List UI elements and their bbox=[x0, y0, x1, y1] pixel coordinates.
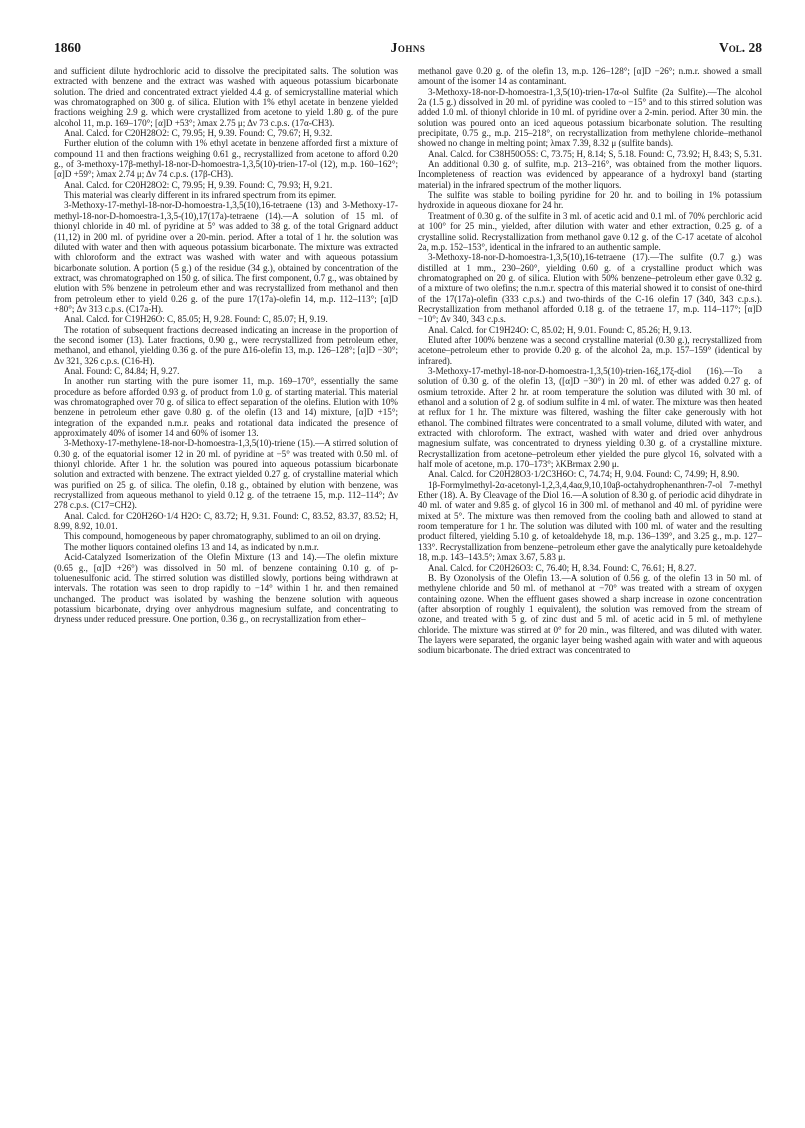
paragraph: The sulfite was stable to boiling pyridine for 20 hr. and to boiling in 1% potassium hydroxide in aqueous dioxane for 24 hr. bbox=[418, 190, 762, 211]
paragraph: Acid-Catalyzed Isomerization of the Olefin Mixture (13 and 14).—The olefin mixture (0.65 g., [α]D +26°) was dissolved in 50 ml. of benzene containing 0.10 g. of p-toluenesulfonic acid. The stirred solution was distilled slowly, portions being withdrawn at intervals. The rotation was seen to drop rapidly to −14° within 1 hr. and then remained unchanged. The product was isolated by washing the benzene solution with aqueous potassium bicarbonate, drying over anhydrous magnesium sulfate, and concentrating to dryness under reduced pressure. One portion, 0.36 g., on recrystallization from ether– bbox=[54, 552, 398, 625]
running-title: Johns bbox=[390, 40, 426, 55]
paragraph: 3-Methoxy-18-nor-D-homoestra-1,3,5(10)-trien-17α-ol Sulfite (2a Sulfite).—The alcohol 2a (1.5 g.) dissolved in 20 ml. of pyridine was cooled to −15° and to this stirred solution was added 1.0 ml. of thionyl chloride in 10 ml. of pyridine over a 2-min. period. After 30 min. the solution was poured onto an iced aqueous potassium bicarbonate solution. The resulting precipitate, 0.75 g., m.p. 215–218°, on recrystallization from methylene chloride–methanol showed no change in melting point; λmax 7.39, 8.32 μ (sulfite bands). bbox=[418, 86, 762, 149]
paragraph: Eluted after 100% benzene was a second crystalline material (0.30 g.), recrystallized from acetone–petroleum ether to provide 0.20 g. of the alcohol 2a, m.p. 157–159° (identical by infrared). bbox=[418, 334, 762, 366]
paragraph: Anal. Calcd. for C20H28O2: C, 79.95; H, 9.39. Found: C, 79.93; H, 9.21. bbox=[64, 179, 333, 190]
paragraph: Further elution of the column with 1% ethyl acetate in benzene afforded first a mixture of compound 11 and then fractions weighing 0.61 g., recrystallized from acetone to afford 0.20 g., of 3-methoxy-17β-methyl-18-nor-D-homoestra-1,3,5(10)-trien-17-ol (12), m.p. 160–162°; [α]D +59°; λmax 2.74 μ; Δν 74 c.p.s. (17β-CH3). bbox=[54, 138, 398, 180]
paragraph: Treatment of 0.30 g. of the sulfite in 3 ml. of acetic acid and 0.1 ml. of 70% perchloric acid at 100° for 25 min., yielded, after dilution with water and ether extraction, 0.25 g. of a crystalline solid. Recrystallization from methanol gave 0.12 g. of the C-17 acetate of alcohol 2a, m.p. 152–153°, identical in the infrared to an authentic sample. bbox=[418, 210, 762, 252]
left-column bbox=[54, 66, 398, 1118]
paragraph: This material was clearly different in its infrared spectrum from its epimer. bbox=[64, 190, 337, 201]
page-number: 1860 bbox=[54, 40, 81, 55]
paragraph: An additional 0.30 g. of sulfite, m.p. 213–216°, was obtained from the mother liquors. Incompleteness of reaction was evidenced by appearance of a hydroxyl band (starting material) in the infrared spectrum of the mother liquors. bbox=[418, 159, 762, 190]
paragraph: Anal. Calcd. for C20H26O·1/4 H2O: C, 83.72; H, 9.31. Found: C, 83.52, 83.37, 83.52; H, 8.99, 8.92, 10.01. bbox=[54, 510, 398, 532]
right-column bbox=[418, 66, 762, 1118]
paragraph: B. By Ozonolysis of the Olefin 13.—A solution of 0.56 g. of the olefin 13 in 50 ml. of methylene chloride and 50 ml. of methanol at −70° was treated with a stream of oxygen containing ozone. When the effluent gases showed a sharp increase in ozone concentration (after absorption of roughly 1 equivalent), the solution was removed from the stream of ozone, and treated with 5 g. of zinc dust and 5 ml. of acetic acid in 5 ml. of methylene chloride. The mixture was stirred at 0° for 20 min., was filtered, and was diluted with water. The layers were separated, the organic layer being washed again with water and with aqueous sodium bicarbonate. The dried extract was concentrated to bbox=[418, 572, 762, 656]
paragraph: Anal. Calcd. for C19H24O: C, 85.02; H, 9.01. Found: C, 85.26; H, 9.13. bbox=[428, 324, 692, 335]
paragraph: 1β-Formylmethyl-2α-acetonyl-1,2,3,4,4aα,9,10,10aβ-octahydrophenanthren-7-ol 7-methyl Ether (18). A. By Cleavage of the Diol 16.—A solution of 8.30 g. of periodic acid dihydrate in 40 ml. of water and 9.85 g. of glycol 16 in 300 ml. of methanol and 40 ml. of pyridine were mixed at 5°. The mixture was then removed from the cooling bath and allowed to stand at room temperature for 1 hr. The solution was diluted with 100 ml. of water and the resulting product filtered, yielding 5.10 g. of ketoaldehyde 18, m.p. 136–139°, and 3.25 g., m.p. 127–133°. Recrystallization from benzene–petroleum ether gave the analytically pure ketoaldehyde 18, m.p. 143–143.5°; λmax 3.67, 5.83 μ. bbox=[418, 479, 762, 563]
paragraph: methanol gave 0.20 g. of the olefin 13, m.p. 126–128°; [α]D −26°; n.m.r. showed a small amount of the isomer 14 as contaminant. bbox=[418, 66, 762, 87]
paragraph: Anal. Calcd. for C19H26O: C, 85.05; H, 9.28. Found: C, 85.07; H, 9.19. bbox=[64, 314, 328, 325]
paragraph: 3-Methoxy-17-methylene-18-nor-D-homoestra-1,3,5(10)-triene (15).—A stirred solution of 0.30 g. of the equatorial isomer 12 in 20 ml. of pyridine at −5° was treated with 0.50 ml. of thionyl chloride. After 1 hr. the solution was poured into aqueous potassium bicarbonate solution and extracted with benzene. The extract yielded 0.27 g. of crystalline material which was purified on 25 g. of silica. The olefin, 0.18 g., obtained by elution with benzene, was recrystallized from aqueous methanol to yield 0.12 g. of the tetraene 15, m.p. 112–114°; Δν 278 c.p.s. (C17=CH2). bbox=[54, 438, 398, 511]
paragraph: Anal. Found: C, 84.84; H, 9.27. bbox=[64, 365, 180, 376]
paragraph: The rotation of subsequent fractions decreased indicating an increase in the proportion of the second isomer (13). Later fractions, 0.90 g., were recrystallized from petroleum ether, methanol, and ethanol, yielding 0.36 g. of the pure Δ16-olefin 13, m.p. 126–128°; [α]D −30°; Δν 321, 326 c.p.s. (C16-H). bbox=[54, 324, 398, 366]
paragraph: 3-Methoxy-17-methyl-18-nor-D-homoestra-1,3,5(10)-trien-16ξ,17ξ-diol (16).—To a solution of 0.30 g. of the olefin 13, ([α]D −30°) in 20 ml. of ether was added 0.27 g. of osmium tetroxide. After 2 hr. at room temperature the solution was diluted with 30 ml. of ethanol and a solution of 2 g. of sodium sulfite in 4 ml. of water. The mixture was then heated at reflux for 1 hr. The mixture was filtered, washing the filter cake generously with hot ethanol. The combined filtrates were concentrated to a small volume, diluted with water, and extracted with chloroform. The extract, washed with water and dried over anhydrous magnesium sulfate, was concentrated to dryness yielding 0.30 g. of a crystalline mixture. Recrystallization from acetone–petroleum ether yielded the pure glycol 16, solvated with a half mole of acetone, m.p. 170–173°; λKBrmax 2.90 μ. bbox=[418, 365, 762, 470]
paragraph: The mother liquors contained olefins 13 and 14, as indicated by n.m.r. bbox=[64, 541, 319, 552]
paragraph: 3-Methoxy-17-methyl-18-nor-D-homoestra-1,3,5(10),16-tetraene (13) and 3-Methoxy-17-methyl-18-nor-D-homoestra-1,3,5-(10),17(17a)-tetraene (14).—A solution of 15 ml. of thionyl chloride in 40 ml. of pyridine at 5° was added to 38 g. of the total Grignard adduct (11,12) in 200 ml. of pyridine over a 20-min. period. After a total of 1 hr. the solution was diluted with water and then with aqueous potassium bicarbonate. The mixture was extracted with chloroform and the extract was washed with water and with aqueous potassium bicarbonate solution. A portion (5 g.) of the residue (34 g.), obtained by concentration of the extract, was chromatographed on 150 g. of silica. The first component, 0.7 g., was obtained by elution with 5% benzene in petroleum ether and was recrystallized from methanol and then from petroleum ether to yield 0.26 g. of the pure 17(17a)-olefin 14, m.p. 112–113°; [α]D +80°; Δν 313 c.p.s. (C17a-H). bbox=[54, 200, 398, 314]
paragraph: and sufficient dilute hydrochloric acid to dissolve the precipitated salts. The solution was extracted with benzene and the extract was washed with aqueous potassium bicarbonate solution. The dried and concentrated extract yielded 4.4 g. of semicrystalline material which was chromatographed on 300 g. of silica. Elution with 1% ethyl acetate in benzene yielded fractions weighing 2.9 g. which were crystallized from acetone to yield 1.80 g. of the pure alcohol 11, m.p. 169–170°; [α]D +53°; λmax 2.75 μ; Δν 73 c.p.s. (17α-CH3). bbox=[54, 66, 398, 128]
page-header bbox=[54, 40, 762, 60]
paragraph: In another run starting with the pure isomer 11, m.p. 169–170°, essentially the same procedure as before afforded 0.93 g. of product from 1.0 g. of starting material. This material was chromatographed over 70 g. of silica to effect separation of the olefins. Elution with 10% benzene in petroleum ether gave 0.80 g. of the olefin (13 and 14) mixture, [α]D +15°; integration of the expanded n.m.r. peaks and rotational data indicated the presence of approximately 40% of isomer 14 and 60% of isomer 13. bbox=[54, 376, 398, 439]
paragraph: Anal. Calcd. for C20H28O2: C, 79.95; H, 9.39. Found: C, 79.67; H, 9.32. bbox=[64, 128, 333, 139]
paragraph: Anal. Calcd. for C38H50O5S: C, 73.75; H, 8.14; S, 5.18. Found: C, 73.92; H, 8.43; S, 5.31. bbox=[428, 148, 762, 159]
volume-label: Vol. 28 bbox=[718, 40, 762, 55]
paragraph: Anal. Calcd. for C20H26O3: C, 76.40; H, 8.34. Found: C, 76.61; H, 8.27. bbox=[428, 562, 697, 573]
paragraph: This compound, homogeneous by paper chromatography, sublimed to an oil on drying. bbox=[64, 531, 381, 542]
paragraph: 3-Methoxy-18-nor-D-homoestra-1,3,5(10),16-tetraene (17).—The sulfite (0.7 g.) was distilled at 1 mm., 230–260°, yielding 0.60 g. of a crystalline product which was chromatographed on 20 g. of silica. Elution with 50% benzene–petroleum ether gave 0.32 g. of a mixture of two olefins; the n.m.r. spectra of this material showed it to consist of one-third of the 17(17a)-olefin (333 c.p.s.) and two-thirds of the C-16 olefin 17 (340, 343 c.p.s.). Recrystallization from methanol afforded 0.18 g. of the tetraene 17, m.p. 114–117°; [α]D −10°; Δν 340, 343 c.p.s. bbox=[418, 252, 762, 325]
paragraph: Anal. Calcd. for C20H28O3·1/2C3H6O: C, 74.74; H, 9.04. Found: C, 74.99; H, 8.90. bbox=[428, 469, 740, 480]
